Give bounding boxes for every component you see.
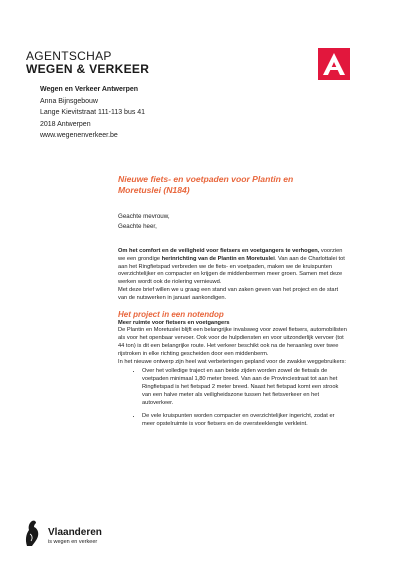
lion-icon	[22, 518, 42, 548]
list-item: • Over het volledige traject en aan beide zijden worden zowel de fietsals de voetpaden minimaal 1,80 meter breed. Van aan de Provinciestraat tot aan het Ringfietspad is het fietspad 2 meter breed. Naast het fietspad komt een strook van een halve meter als veiligheidszone tussen het fietsverkeer en het autoverkeer.	[142, 368, 348, 407]
footer-name: Vlaanderen	[48, 527, 102, 538]
paragraph-2: In het nieuwe ontwerp zijn heel wat verbeteringen gepland voor de zwakke weggebruikers:	[118, 358, 346, 365]
sender-org: Wegen en Verkeer Antwerpen	[40, 86, 139, 93]
intro-paragraph-2: Met deze brief willen we u graag een stand van zaken geven van het project en de start van de nutswerken in januari aankondigen.	[118, 286, 339, 301]
sender-address	[40, 84, 145, 142]
agency-logo-line2: WEGEN & VERKEER	[26, 62, 150, 76]
sender-website[interactable]: www.wegenenverkeer.be	[40, 132, 118, 139]
sub-title: Meer ruimte voor fietsers en voetgangers	[118, 319, 230, 326]
letter-title: Nieuwe fiets- en voetpaden voor Plantin en Moretuslei (N184)	[118, 174, 294, 195]
improvement-list	[118, 368, 348, 429]
letter-body	[118, 248, 348, 435]
sender-building: Anna Bijnsgebouw	[40, 97, 98, 105]
paragraph-1: De Plantin en Moretuslei blijft een belangrijke invalsweg voor zowel fietsers, automobilisten als voor het openbaar vervoer. Ook voor de hulpdiensten en voor uitzonderlijk vervoer (tot 44 ton) is dit een belangrijke route. Het verkeer beschikt ook na de heraanleg over twee rijstroken in elke richting gescheiden door een middenberm.	[118, 327, 347, 357]
intro-text-2: . Van aan de Charlottalei tot aan het Ringfietspad verbreden we de fiets- en voetpaden, maken we de kruispunten overzichtelijker en compacter en krijgen de middenbermen meer groen. Samen met deze werken wordt ook de riolering vernieuwd.	[118, 255, 345, 286]
footer-tagline: is wegen en verkeer	[48, 539, 98, 545]
agency-logo	[26, 50, 149, 76]
intro-bold-2: herinrichting van de Plantin en Moretuslei	[161, 255, 275, 262]
salutation-line-1: Geachte mevrouw,	[118, 213, 170, 220]
antwerp-logo-icon	[318, 48, 350, 80]
sender-street: Lange Kievitstraat 111-113 bus 41	[40, 109, 146, 116]
salutation-line-2: Geachte heer,	[118, 223, 157, 230]
intro-text-1: voorzien we een grondige	[118, 248, 343, 262]
agency-logo-line1: AGENTSCHAP	[26, 49, 112, 63]
list-item: • De vele kruispunten worden compacter en overzichtelijker ingericht, zodat er meer opstelruimte is voor fietsers en de oversteeklengte verkleint.	[142, 413, 348, 429]
salutation	[118, 212, 170, 232]
section-title: Het project in een notendop	[118, 309, 224, 319]
intro-paragraph	[118, 248, 348, 287]
sender-city: 2018 Antwerpen	[40, 120, 91, 128]
intro-lead: Om het comfort en de veiligheid voor fietsers en voetgangers te verhogen,	[118, 248, 320, 254]
